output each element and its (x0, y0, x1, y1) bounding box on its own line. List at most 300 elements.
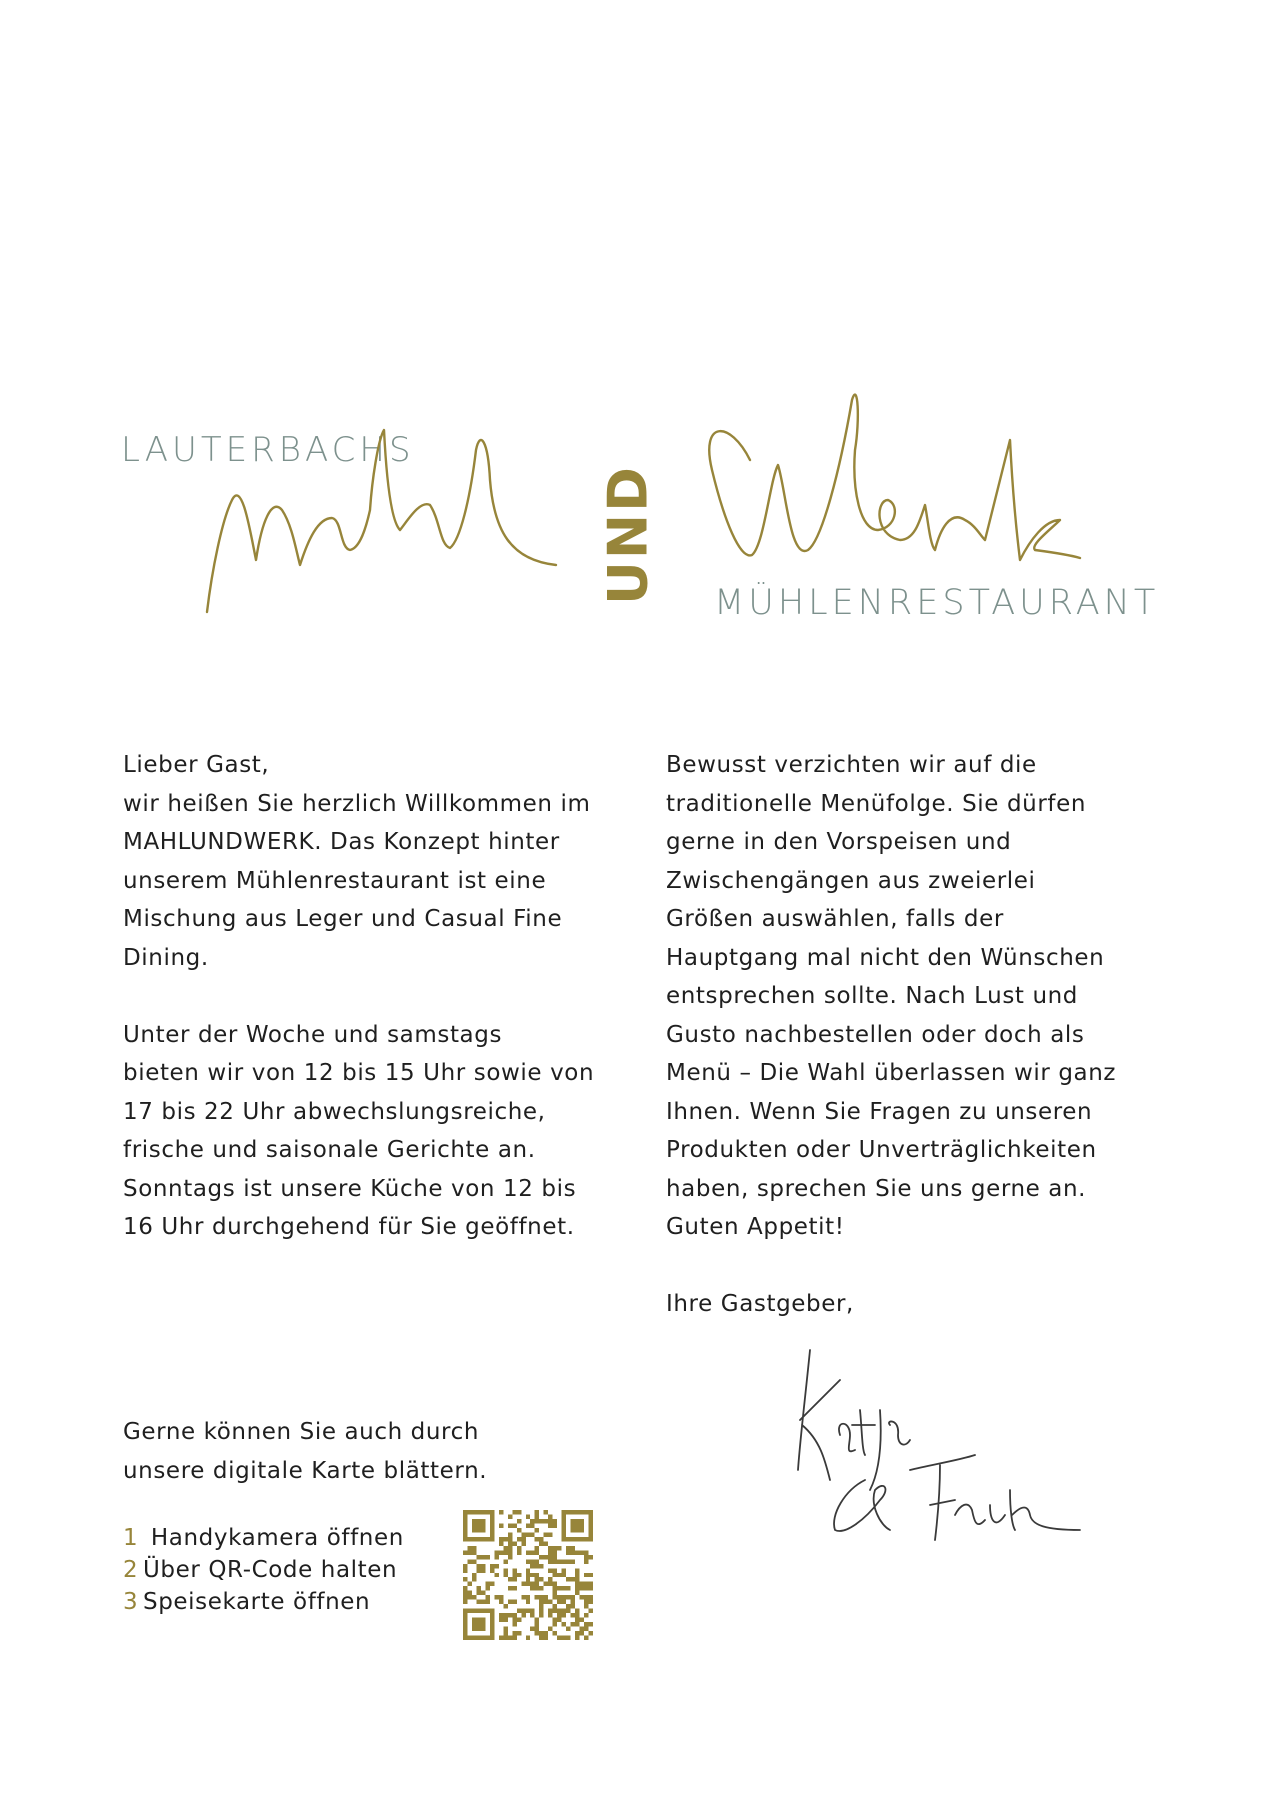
qr-module (557, 1546, 561, 1550)
qr-module (553, 1622, 557, 1626)
qr-module (571, 1519, 575, 1523)
qr-module (562, 1609, 566, 1613)
qr-module (490, 1532, 494, 1536)
qr-module (589, 1523, 593, 1527)
qr-module (571, 1546, 575, 1550)
qr-module (476, 1636, 480, 1640)
qr-module (490, 1631, 494, 1635)
qr-module (580, 1586, 584, 1590)
qr-module (463, 1532, 467, 1536)
qr-module (472, 1577, 476, 1581)
qr-module (517, 1631, 521, 1635)
qr-module (589, 1609, 593, 1613)
text-line: Dining. (123, 944, 209, 971)
step-text: Handykamera öffnen (143, 1525, 404, 1551)
qr-module (544, 1636, 548, 1640)
qr-module (553, 1568, 557, 1572)
qr-module (566, 1636, 570, 1640)
qr-module (553, 1604, 557, 1608)
qr-module (499, 1636, 503, 1640)
qr-module (575, 1568, 579, 1572)
digital-menu-intro (123, 1413, 487, 1490)
qr-module (494, 1550, 498, 1554)
qr-module (535, 1550, 539, 1554)
intro-left-column (123, 746, 623, 1247)
qr-module (485, 1636, 489, 1640)
qr-module (463, 1609, 467, 1613)
qr-module (467, 1636, 471, 1640)
qr-module (589, 1631, 593, 1635)
qr-module (526, 1532, 530, 1536)
qr-module (472, 1519, 476, 1523)
qr-step (123, 1586, 404, 1618)
qr-module (539, 1537, 543, 1541)
qr-module (566, 1510, 570, 1514)
qr-module (512, 1541, 516, 1545)
qr-module (589, 1582, 593, 1586)
qr-module (508, 1577, 512, 1581)
qr-module (539, 1586, 543, 1590)
qr-module (562, 1600, 566, 1604)
qr-module (553, 1631, 557, 1635)
qr-module (503, 1568, 507, 1572)
qr-module (589, 1537, 593, 1541)
qr-module (463, 1591, 467, 1595)
step-number: 1 (123, 1525, 139, 1551)
qr-module (584, 1550, 588, 1554)
qr-module (553, 1586, 557, 1590)
qr-module (517, 1510, 521, 1514)
qr-module (499, 1618, 503, 1622)
qr-module (526, 1514, 530, 1518)
qr-code-icon[interactable] (463, 1510, 593, 1640)
qr-module (580, 1631, 584, 1635)
qr-module (494, 1564, 498, 1568)
qr-module (535, 1514, 539, 1518)
qr-module (472, 1559, 476, 1563)
qr-module (499, 1550, 503, 1554)
qr-module (526, 1523, 530, 1527)
qr-module (490, 1609, 494, 1613)
qr-module (472, 1609, 476, 1613)
qr-module (584, 1555, 588, 1559)
qr-module (485, 1600, 489, 1604)
qr-module (485, 1582, 489, 1586)
qr-module (481, 1568, 485, 1572)
text-line: MAHLUNDWERK. Das Konzept hinter (123, 829, 560, 855)
text-line: Sonntags ist unsere Küche von 12 bis (123, 1175, 577, 1202)
qr-module (580, 1523, 584, 1527)
qr-module (463, 1586, 467, 1590)
qr-module (467, 1510, 471, 1514)
qr-module (476, 1568, 480, 1572)
qr-module (580, 1582, 584, 1586)
qr-module (553, 1555, 557, 1559)
qr-module (530, 1564, 534, 1568)
qr-module (526, 1595, 530, 1599)
qr-module (526, 1609, 530, 1613)
qr-module (490, 1564, 494, 1568)
qr-module (535, 1573, 539, 1577)
qr-module (472, 1618, 476, 1622)
qr-module (548, 1559, 552, 1563)
qr-module (467, 1582, 471, 1586)
qr-module (553, 1618, 557, 1622)
qr-module (566, 1537, 570, 1541)
qr-module (589, 1510, 593, 1514)
qr-module (463, 1568, 467, 1572)
qr-module (571, 1604, 575, 1608)
qr-step (123, 1522, 404, 1554)
qr-module (517, 1550, 521, 1554)
qr-module (566, 1577, 570, 1581)
qr-module (544, 1582, 548, 1586)
qr-module (575, 1573, 579, 1577)
qr-module (476, 1555, 480, 1559)
qr-module (535, 1559, 539, 1563)
qr-module (566, 1627, 570, 1631)
qr-module (530, 1519, 534, 1523)
qr-module (539, 1636, 543, 1640)
qr-module (463, 1577, 467, 1581)
text-line: Guten Appetit! (666, 1214, 845, 1240)
qr-module (589, 1600, 593, 1604)
qr-module (481, 1591, 485, 1595)
qr-module (535, 1631, 539, 1635)
qr-step (123, 1554, 404, 1586)
qr-module (553, 1582, 557, 1586)
qr-module (580, 1510, 584, 1514)
qr-module (494, 1573, 498, 1577)
qr-module (553, 1519, 557, 1523)
qr-module (566, 1609, 570, 1613)
qr-module (557, 1613, 561, 1617)
qr-module (476, 1591, 480, 1595)
qr-module (503, 1559, 507, 1563)
qr-module (463, 1600, 467, 1604)
qr-module (562, 1559, 566, 1563)
qr-module (535, 1537, 539, 1541)
qr-module (526, 1600, 530, 1604)
qr-module (485, 1537, 489, 1541)
qr-module (530, 1573, 534, 1577)
qr-module (481, 1519, 485, 1523)
qr-module (589, 1622, 593, 1626)
qr-module (553, 1546, 557, 1550)
qr-module (535, 1586, 539, 1590)
qr-module (463, 1564, 467, 1568)
qr-module (535, 1622, 539, 1626)
qr-module (562, 1636, 566, 1640)
qr-module (575, 1528, 579, 1532)
qr-module (490, 1523, 494, 1527)
qr-module (544, 1541, 548, 1545)
qr-module (571, 1550, 575, 1554)
qr-module (575, 1519, 579, 1523)
qr-module (490, 1528, 494, 1532)
qr-module (463, 1523, 467, 1527)
qr-module (539, 1577, 543, 1581)
qr-module (557, 1618, 561, 1622)
qr-module (571, 1510, 575, 1514)
qr-module (580, 1550, 584, 1554)
host-signature (790, 1340, 1090, 1550)
logo-muehlenrestaurant: MÜHLENRESTAURANT (714, 583, 1160, 623)
qr-module (575, 1591, 579, 1595)
qr-module (584, 1582, 588, 1586)
qr-module (476, 1528, 480, 1532)
qr-module (553, 1609, 557, 1613)
qr-module (499, 1523, 503, 1527)
qr-module (548, 1550, 552, 1554)
qr-module (535, 1618, 539, 1622)
qr-steps-list (123, 1522, 404, 1618)
qr-module (476, 1622, 480, 1626)
qr-module (562, 1519, 566, 1523)
qr-module (526, 1550, 530, 1554)
logo (0, 0, 1266, 700)
step-number: 3 (123, 1589, 139, 1615)
qr-module (512, 1523, 516, 1527)
qr-module (584, 1573, 588, 1577)
qr-module (584, 1604, 588, 1608)
qr-module (566, 1604, 570, 1608)
qr-module (566, 1595, 570, 1599)
qr-module (535, 1564, 539, 1568)
qr-module (530, 1532, 534, 1536)
qr-module (521, 1613, 525, 1617)
qr-module (490, 1618, 494, 1622)
text-line: Mischung aus Leger und Casual Fine (123, 906, 563, 932)
qr-module (557, 1600, 561, 1604)
qr-module (499, 1595, 503, 1599)
qr-module (539, 1604, 543, 1608)
text-line: Gusto nachbestellen oder doch als (666, 1021, 1085, 1048)
qr-module (476, 1600, 480, 1604)
qr-module (476, 1609, 480, 1613)
qr-module (472, 1622, 476, 1626)
qr-module (575, 1636, 579, 1640)
qr-module (575, 1609, 579, 1613)
qr-module (562, 1595, 566, 1599)
text-line: unserem Mühlenrestaurant ist eine (123, 867, 547, 894)
qr-module (485, 1510, 489, 1514)
qr-module (517, 1528, 521, 1532)
qr-module (512, 1613, 516, 1617)
text-line: Bewusst verzichten wir auf die (666, 752, 1037, 778)
qr-module (571, 1613, 575, 1617)
qr-module (584, 1595, 588, 1599)
qr-module (589, 1595, 593, 1599)
qr-module (571, 1559, 575, 1563)
qr-module (503, 1546, 507, 1550)
text-line: Menü – Die Wahl überlassen wir ganz (666, 1060, 1117, 1086)
qr-module (472, 1573, 476, 1577)
qr-module (463, 1514, 467, 1518)
qr-module (463, 1550, 467, 1554)
qr-module (508, 1523, 512, 1527)
qr-module (575, 1577, 579, 1581)
qr-module (481, 1609, 485, 1613)
qr-module (463, 1595, 467, 1599)
qr-module (526, 1582, 530, 1586)
text-line: Lieber Gast, (123, 752, 270, 778)
text-line: Unter der Woche und samstags (123, 1021, 503, 1048)
qr-module (584, 1622, 588, 1626)
qr-module (467, 1559, 471, 1563)
qr-module (562, 1573, 566, 1577)
qr-module (557, 1595, 561, 1599)
text-line: entsprechen sollte. Nach Lust und (666, 983, 1079, 1009)
qr-module (539, 1600, 543, 1604)
qr-module (562, 1514, 566, 1518)
qr-module (472, 1636, 476, 1640)
qr-module (548, 1600, 552, 1604)
qr-module (580, 1618, 584, 1622)
text-line: traditionelle Menüfolge. Sie dürfen (666, 790, 1086, 817)
qr-module (490, 1627, 494, 1631)
qr-module (562, 1528, 566, 1532)
text-line: 16 Uhr durchgehend für Sie geöffnet. (123, 1214, 575, 1240)
qr-module (476, 1564, 480, 1568)
qr-module (512, 1573, 516, 1577)
qr-module (562, 1510, 566, 1514)
qr-module (571, 1622, 575, 1626)
qr-module (530, 1613, 534, 1617)
text-line: Hauptgang mal nicht den Wünschen (666, 944, 1105, 971)
qr-module (584, 1586, 588, 1590)
qr-module (512, 1510, 516, 1514)
qr-module (503, 1573, 507, 1577)
qr-module (544, 1631, 548, 1635)
qr-module (481, 1510, 485, 1514)
qr-module (512, 1631, 516, 1635)
qr-module (472, 1627, 476, 1631)
qr-module (580, 1627, 584, 1631)
qr-module (476, 1618, 480, 1622)
qr-module (548, 1546, 552, 1550)
qr-module (508, 1537, 512, 1541)
qr-module (481, 1627, 485, 1631)
qr-module (553, 1573, 557, 1577)
qr-module (562, 1532, 566, 1536)
qr-module (494, 1555, 498, 1559)
qr-module (557, 1586, 561, 1590)
qr-module (539, 1519, 543, 1523)
qr-module (589, 1519, 593, 1523)
qr-module (530, 1586, 534, 1590)
qr-module (544, 1510, 548, 1514)
qr-module (553, 1550, 557, 1554)
qr-module (544, 1595, 548, 1599)
qr-module (526, 1636, 530, 1640)
qr-module (472, 1523, 476, 1527)
text-line: 17 bis 22 Uhr abwechslungsreiche, (123, 1098, 546, 1125)
qr-module (566, 1550, 570, 1554)
qr-module (544, 1555, 548, 1559)
qr-module (526, 1559, 530, 1563)
qr-module (553, 1595, 557, 1599)
qr-module (521, 1537, 525, 1541)
qr-module (575, 1537, 579, 1541)
qr-module (548, 1609, 552, 1613)
qr-module (512, 1568, 516, 1572)
qr-module (481, 1528, 485, 1532)
qr-module (472, 1528, 476, 1532)
qr-module (503, 1618, 507, 1622)
qr-module (548, 1514, 552, 1518)
qr-module (575, 1622, 579, 1626)
qr-module (535, 1582, 539, 1586)
qr-module (566, 1586, 570, 1590)
script-mahl (207, 430, 556, 612)
qr-module (562, 1568, 566, 1572)
qr-module (476, 1586, 480, 1590)
qr-module (503, 1604, 507, 1608)
qr-module (485, 1555, 489, 1559)
logo-lauterbachs: LAUTERBACHS (121, 430, 415, 470)
qr-module (512, 1618, 516, 1622)
qr-module (557, 1559, 561, 1563)
qr-module (508, 1555, 512, 1559)
qr-module (539, 1564, 543, 1568)
qr-module (508, 1636, 512, 1640)
intro-right-column (666, 746, 1166, 1324)
qr-module (562, 1537, 566, 1541)
qr-module (530, 1609, 534, 1613)
qr-module (539, 1613, 543, 1617)
qr-module (548, 1519, 552, 1523)
qr-module (508, 1532, 512, 1536)
qr-module (499, 1541, 503, 1545)
qr-module (571, 1528, 575, 1532)
qr-module (553, 1523, 557, 1527)
qr-module (512, 1622, 516, 1626)
qr-module (557, 1573, 561, 1577)
qr-module (589, 1586, 593, 1590)
qr-module (575, 1523, 579, 1527)
qr-module (562, 1622, 566, 1626)
qr-module (530, 1582, 534, 1586)
qr-module (584, 1510, 588, 1514)
qr-module (521, 1582, 525, 1586)
qr-module (467, 1550, 471, 1554)
qr-module (575, 1631, 579, 1635)
qr-module (508, 1541, 512, 1545)
qr-module (557, 1636, 561, 1640)
qr-module (544, 1519, 548, 1523)
qr-module (490, 1622, 494, 1626)
qr-module (562, 1586, 566, 1590)
qr-module (508, 1613, 512, 1617)
qr-module (571, 1577, 575, 1581)
text-line: Produkten oder Unverträglichkeiten (666, 1137, 1097, 1163)
qr-module (584, 1627, 588, 1631)
qr-module (571, 1595, 575, 1599)
qr-module (548, 1555, 552, 1559)
qr-module (535, 1546, 539, 1550)
qr-module (485, 1586, 489, 1590)
qr-module (463, 1537, 467, 1541)
qr-module (490, 1582, 494, 1586)
qr-module (521, 1532, 525, 1536)
qr-module (499, 1510, 503, 1514)
qr-module (463, 1636, 467, 1640)
qr-module (571, 1537, 575, 1541)
qr-module (584, 1613, 588, 1617)
qr-module (580, 1528, 584, 1532)
qr-module (517, 1609, 521, 1613)
